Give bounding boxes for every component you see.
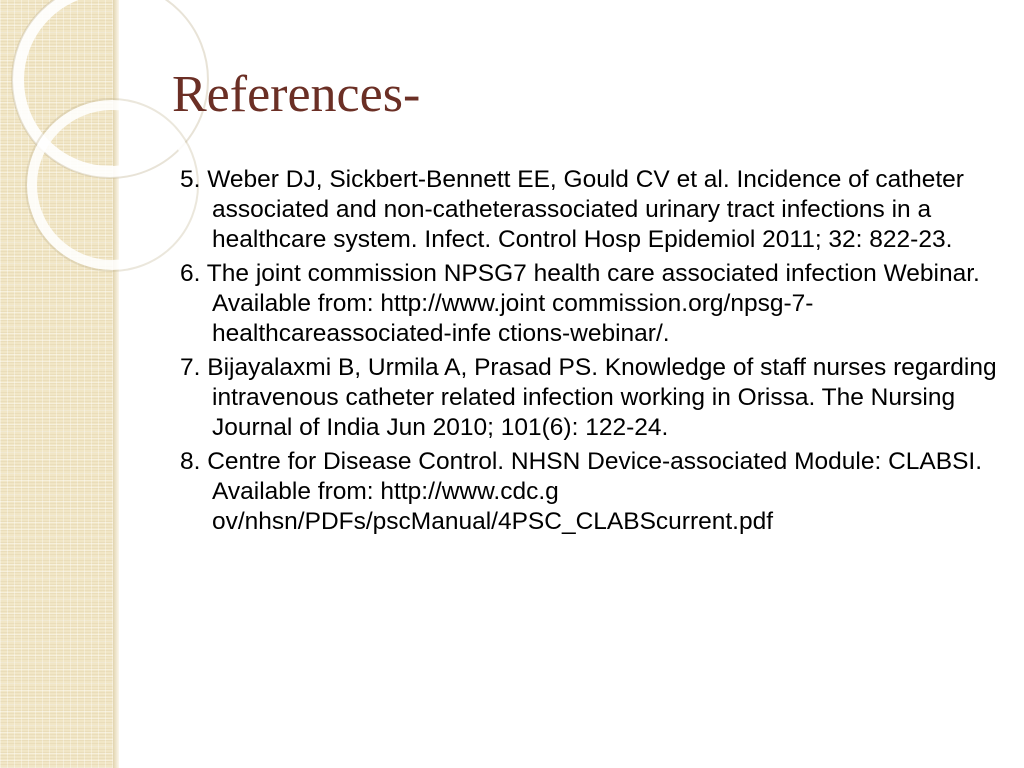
reference-item-7: 7. Bijayalaxmi B, Urmila A, Prasad PS. Knowledge of staff nurses regarding intravenous catheter related infection working in Orissa. The Nursing Journal of India Jun 2010; 101(6): 122-24. [180, 354, 997, 441]
reference-item-6: 6. The joint commission NPSG7 health care associated infection Webinar. Available from: http://www.joint commission.org/npsg-7-healthcareassociated-infe ctions-webinar/. [180, 260, 980, 347]
reference-list [180, 165, 1000, 541]
decorative-side-strip [0, 0, 113, 768]
slide-title: References- [172, 66, 421, 123]
reference-item-5: 5. Weber DJ, Sickbert-Bennett EE, Gould CV et al. Incidence of catheter associated and non-catheterassociated urinary tract infections in a healthcare system. Infect. Control Hosp Epidemiol 2011; 32: 822-23. [180, 166, 964, 253]
reference-item-8: 8. Centre for Disease Control. NHSN Device-associated Module: CLABSI. Available from: http://www.cdc.g ov/nhsn/PDFs/pscManual/4PSC_CLABScurrent.pdf [180, 448, 983, 535]
side-strip-edge [113, 0, 119, 768]
